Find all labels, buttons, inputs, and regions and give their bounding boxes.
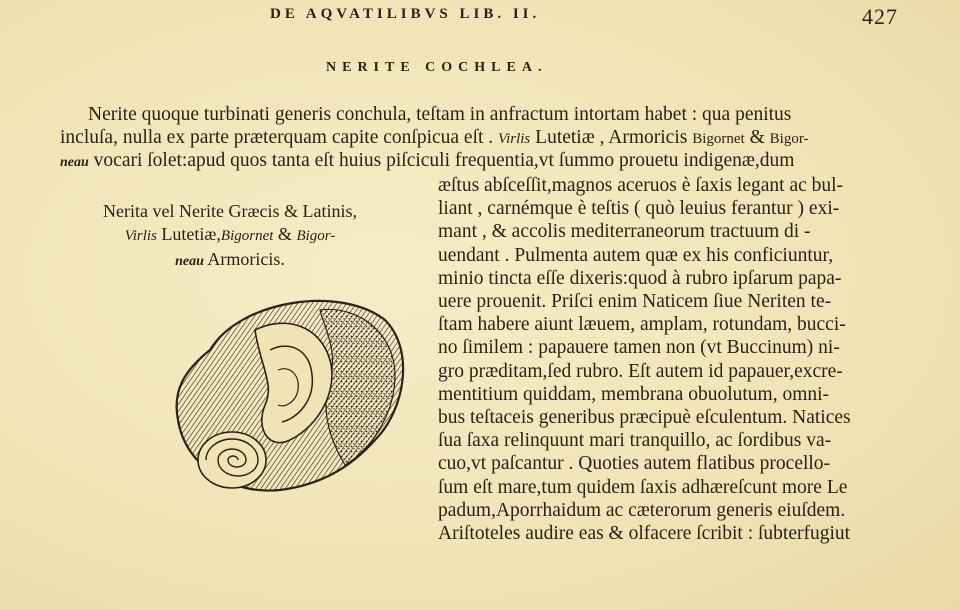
vernacular-term: Virlis	[498, 131, 531, 147]
body-line: uere prouenit. Priſci enim Naticem ſiue Neriten te-	[438, 291, 832, 313]
body-line: æſtus abſceſſit,magnos aceruos è ſaxis legant ac bul-	[438, 175, 844, 196]
body-line: cuo,vt paſcantur . Quoties autem flatibus procello-	[438, 453, 831, 475]
caption-line-1: Nerita vel Nerite Græcis & Latinis,	[103, 201, 357, 221]
intro-line-3	[60, 150, 794, 172]
intro-text: Lutetiæ , Armoricis	[530, 127, 693, 148]
intro-line-2	[60, 127, 809, 149]
nerite-shell-icon	[170, 290, 410, 500]
caption-text: Lutetiæ,	[156, 224, 221, 244]
intro-text: vocari ſolet:apud quos tanta eſt huius piſciculi frequentia,vt ſummo prouetu indigenæ,dum	[88, 150, 795, 171]
caption-line-2	[60, 223, 400, 248]
vernacular-term: Bigor-	[769, 131, 809, 147]
body-line: liant , carnémque è teſtis ( quò leuius ferantur ) exi-	[438, 198, 840, 220]
intro-text: incluſa, nulla ex parte præterquam capite conſpicua eſt .	[60, 127, 499, 148]
vernacular-term: neau	[175, 254, 204, 269]
body-line: padum,Aporrhaidum ac cæterorum generis eiuſdem.	[438, 499, 846, 521]
body-line: ſum eſt mare,tum quidem ſaxis adhæreſcunt more Le	[438, 476, 848, 498]
page-number: 427	[862, 4, 898, 29]
caption-text: &	[273, 224, 297, 244]
body-line: ſtam habere aiunt læuem, amplam, rotundam, bucci-	[438, 314, 846, 336]
vernacular-term: Bigor-	[296, 228, 336, 244]
figure-caption	[60, 200, 400, 273]
vernacular-term: Bigornet	[692, 131, 745, 147]
vernacular-term: neau	[60, 155, 89, 170]
vernacular-term: Bigornet	[220, 228, 274, 244]
body-line: no ſimilem : papauere tamen non (vt Buccinum) ni-	[438, 337, 840, 359]
body-line: bus teſtaceis generibus præcipuè eſculentum. Natices	[438, 407, 851, 429]
running-header: DE AQVATILIBVS LIB. II.	[270, 6, 541, 22]
body-line: minio tincta eſſe dixeris:quod à rubro ipſarum papa-	[438, 267, 842, 289]
body-line: gro præditam,ſed rubro. Eſt autem id papauer,excre-	[438, 360, 843, 382]
vernacular-term: Virlis	[124, 228, 157, 244]
body-line: Ariſtoteles audire eas & olfacere ſcribit : ſubterfugiut	[438, 523, 851, 545]
intro-text: &	[744, 127, 770, 148]
body-line: mant , & accolis mediterraneorum tractuum di -	[438, 221, 811, 243]
body-line: ſua ſaxa relinquunt mari tranquillo, ac ſordibus va-	[438, 430, 832, 452]
body-line: uendant . Pulmenta autem quæ ex his conficiuntur,	[438, 244, 834, 266]
body-text-column	[438, 174, 898, 545]
caption-line-3	[60, 248, 400, 273]
caption-text: Armoricis.	[203, 249, 285, 269]
intro-line-1: Nerite quoque turbinati generis conchula, teſtam in anfractum intortam habet : qua penitus	[88, 104, 792, 125]
body-line: mentitium quiddam, membrana obuolutum, omni-	[438, 383, 830, 405]
section-title: NERITE COCHLEA.	[326, 60, 548, 75]
